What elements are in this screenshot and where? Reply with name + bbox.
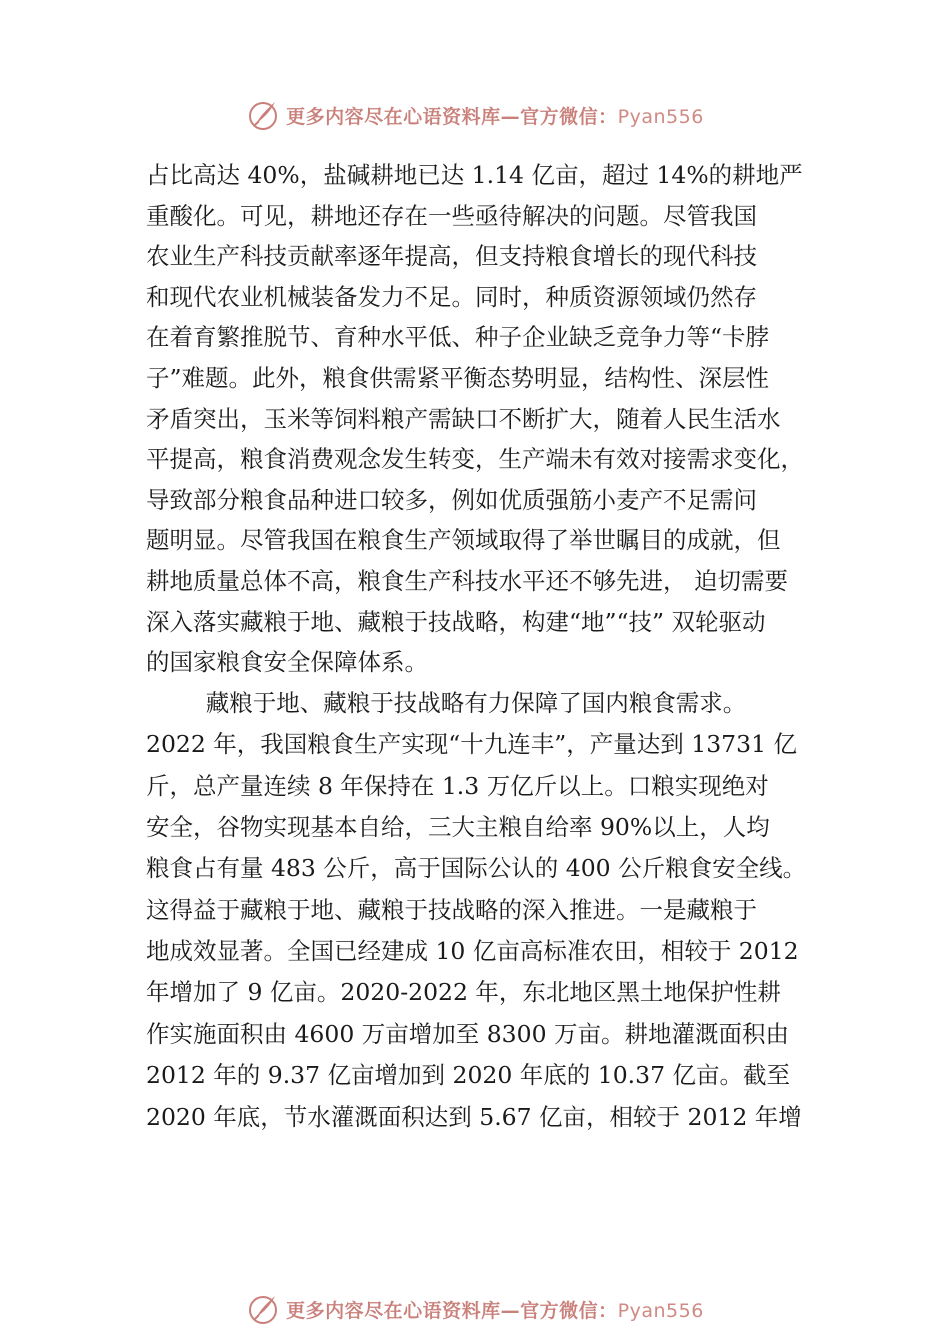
paragraph [146, 155, 836, 683]
document-body [146, 155, 836, 1138]
footer-watermark [0, 1289, 950, 1329]
text-line: 粮食占有量 483 公斤，高于国际公认的 400 公斤粮食安全线。 [146, 854, 807, 883]
text-line: 深入落实藏粮于地、藏粮于技战略，构建“地”“技” 双轮驱动 [146, 607, 766, 636]
feather-pen-seal-icon [246, 98, 280, 132]
watermark-text: 更多内容尽在心语资料库—官方微信：Pyan556 [286, 1299, 704, 1322]
watermark-text: 更多内容尽在心语资料库—官方微信：Pyan556 [286, 105, 704, 128]
text-line: 平提高，粮食消费观念发生转变，生产端未有效对接需求变化， [146, 445, 804, 474]
feather-pen-seal-icon [246, 1292, 280, 1326]
text-line: 2022 年，我国粮食生产实现“十九连丰”，产量达到 13731 亿 [146, 730, 797, 759]
text-line: 年增加了 9 亿亩。2020-2022 年，东北地区黑土地保护性耕 [146, 978, 781, 1007]
text-line: 斤，总产量连续 8 年保持在 1.3 万亿斤以上。口粮实现绝对 [146, 771, 769, 800]
paragraph [146, 683, 836, 1138]
text-line: 重酸化。可见，耕地还存在一些亟待解决的问题。尽管我国 [146, 201, 757, 230]
text-line: 在着育繁推脱节、育种水平低、种子企业缺乏竞争力等“卡脖 [146, 323, 770, 352]
text-line: 矛盾突出，玉米等饲料粮产需缺口不断扩大，随着人民生活水 [146, 404, 781, 433]
text-line: 占比高达 40%，盐碱耕地已达 1.14 亿亩，超过 14%的耕地严 [146, 161, 803, 189]
text-line: 安全，谷物实现基本自给，三大主粮自给率 90%以上，人均 [146, 812, 770, 841]
text-line: 这得益于藏粮于地、藏粮于技战略的深入推进。一是藏粮于 [146, 895, 757, 924]
text-line: 2020 年底，节水灌溉面积达到 5.67 亿亩，相较于 2012 年增 [146, 1102, 802, 1131]
text-line: 农业生产科技贡献率逐年提高，但支持粮食增长的现代科技 [146, 242, 757, 271]
text-line: 子”难题。此外，粮食供需紧平衡态势明显，结构性、深层性 [146, 363, 770, 392]
text-line: 导致部分粮食品种进口较多，例如优质强筋小麦产不足需问 [146, 485, 757, 514]
text-line: 2012 年的 9.37 亿亩增加到 2020 年底的 10.37 亿亩。截至 [146, 1061, 791, 1090]
header-watermark [0, 95, 950, 135]
text-line: 和现代农业机械装备发力不足。同时，种质资源领域仍然存 [146, 282, 757, 311]
text-line: 藏粮于地、藏粮于技战略有力保障了国内粮食需求。 [146, 688, 747, 717]
text-line: 地成效显著。全国已经建成 10 亿亩高标准农田，相较于 2012 [146, 937, 799, 966]
text-line: 的国家粮食安全保障体系。 [146, 648, 428, 677]
text-line: 作实施面积由 4600 万亩增加至 8300 万亩。耕地灌溉面积由 [146, 1019, 789, 1048]
text-line: 耕地质量总体不高，粮食生产科技水平还不够先进， 迫切需要 [146, 566, 788, 595]
text-line: 题明显。尽管我国在粮食生产领域取得了举世瞩目的成就，但 [146, 526, 781, 555]
